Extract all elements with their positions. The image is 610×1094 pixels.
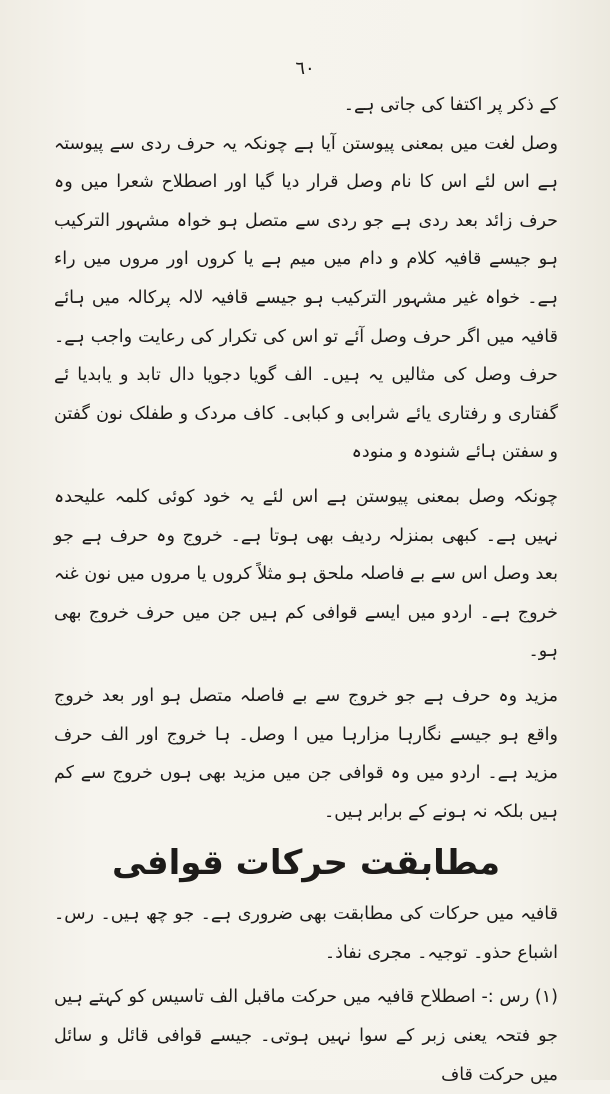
paragraph-mazid: مزید وہ حرف ہے جو خروج سے بے فاصلہ متصل ہو اور بعد خروج واقع ہو جیسے نگارہا مزارہا میں ا وصل۔ ہا خروج اور الف حرف مزید ہے۔ اردو میں وہ قوافی جن میں مزید بھی ہوں خروج سے کم ہیں بلکہ نہ ہونے کے برابر ہیں۔ [54, 685, 558, 822]
section-heading: مطابقت حرکات قوافی [111, 843, 501, 884]
page-body [54, 86, 558, 1094]
paragraph-khuruj: چونکہ وصل بمعنی پیوستن ہے اس لئے یہ خود کوئی کلمہ علیحدہ نہیں ہے۔ کبھی بمنزلہ ردیف بھی ہوتا ہے۔ خروج وہ حرف ہے جو بعد وصل اس سے بے فاصلہ ملحق ہو مثلاً کروں یا مروں میں نون غنہ خروج ہے۔ اردو میں ایسے قوافی کم ہیں جن میں حرف خروج بھی ہو۔ [54, 486, 558, 662]
paragraph-ras: (۱) رس :- اصطلاح قافیہ میں حرکت ماقبل الف تاسیس کو کہتے ہیں جو فتحہ یعنی زبر کے سوا نہیں ہوتی۔ جیسے قوافی قائل و سائل میں حرکت قاف [54, 987, 558, 1085]
paragraph-wasl: وصل لغت میں بمعنی پیوستن آیا ہے چونکہ یہ حرف ردی سے پیوستہ ہے اس لئے اس کا نام وصل قرار دیا گیا اور اصطلاح شعرا میں وہ حرف زائد بعد ردی ہے جو ردی سے متصل ہو خواہ مشہور الترکیب ہو جیسے قافیہ کلام و دام میں میم ہے یا کروں اور مروں میں راء ہے۔ خواہ غیر مشہور الترکیب ہو جیسے قافیہ لالہ پرکالہ میں ہائے قافیہ میں اگر حرف وصل آئے تو اس کی تکرار کی رعایت واجب ہے۔ حرف وصل کی مثالیں یہ ہیں۔ الف گویا دجویا دال تابد و یابدیا ئے گفتاری و رفتاری یائے شرابی و کبابی۔ کاف مردک و طفلک نون گفتن و سفتن ہائے شنودہ و منودہ [54, 133, 558, 463]
page-number: ٦٠ [295, 58, 315, 79]
paragraph-intro: کے ذکر پر اکتفا کی جاتی ہے۔ [343, 95, 558, 115]
paragraph-harakat: قافیہ میں حرکات کی مطابقت بھی ضروری ہے۔ جو چھ ہیں۔ رس۔ اشباع حذو۔ توجیہ۔ مجری نفاذ۔ [54, 904, 558, 963]
